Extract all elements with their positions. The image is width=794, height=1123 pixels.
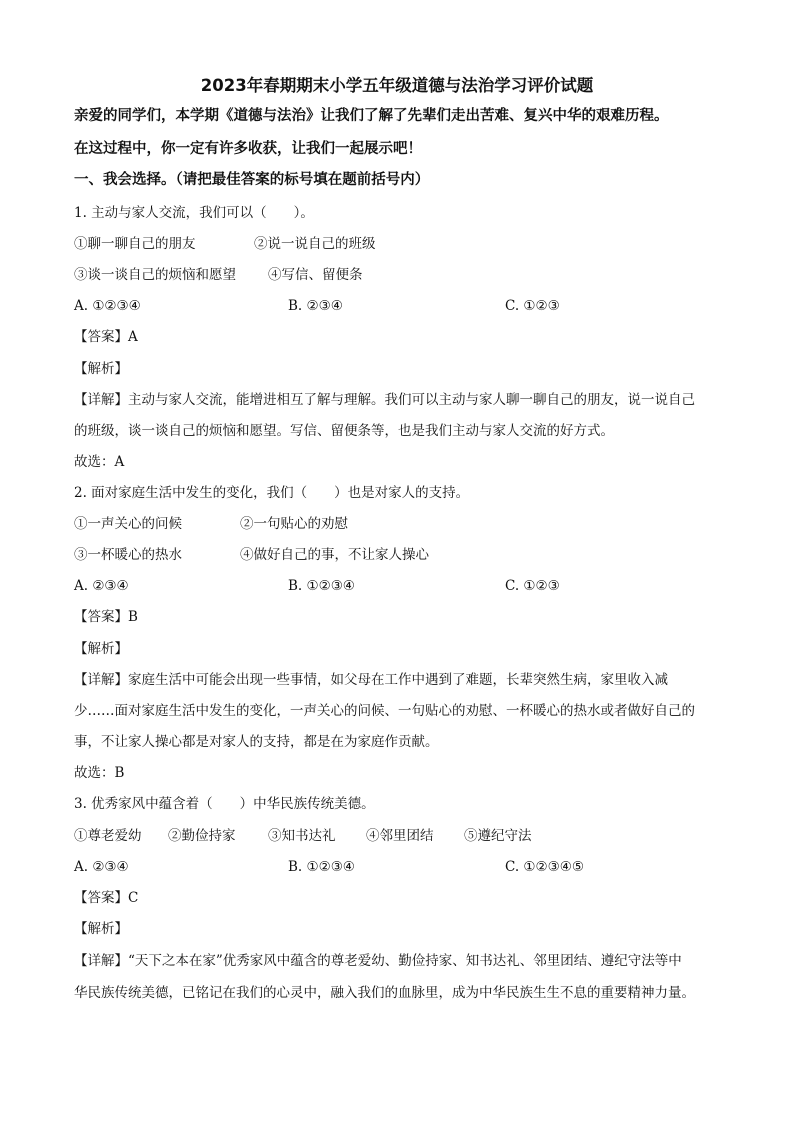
q2-option-3: ③一杯暖心的热水: [74, 547, 182, 563]
q1-option-2: ②说一说自己的班级: [254, 236, 376, 252]
q3-option-5: ⑤遵纪守法: [464, 828, 532, 844]
q1-option-1: ①聊一聊自己的朋友: [74, 236, 196, 252]
q3-detail-line-2: 华民族传统美德，已铭记在我们的心灵中，融入我们的血脉里，成为中华民族生生不息的重要精神力量。: [74, 985, 695, 1001]
q2-detail-line-1: 【详解】家庭生活中可能会出现一些事情，如父母在工作中遇到了难题，长辈突然生病，家里收入减: [74, 672, 668, 688]
q3-choice-b: B. ①②③④: [288, 859, 355, 875]
q1-option-3: ③谈一谈自己的烦恼和愿望: [74, 267, 236, 283]
q1-answer: 【答案】A: [74, 329, 138, 345]
intro-line-1: 亲爱的同学们，本学期《道德与法治》让我们了解了先辈们走出苦难、复兴中华的艰难历程。: [74, 108, 669, 124]
q3-analysis: 【解析】: [74, 921, 128, 937]
q1-analysis: 【解析】: [74, 361, 128, 377]
q1-detail-line-2: 的班级，谈一谈自己的烦恼和愿望。写信、留便条等，也是我们主动与家人交流的好方式。: [74, 423, 614, 439]
q1-choice-b: B. ②③④: [288, 298, 343, 314]
q3-stem: 3. 优秀家风中蕴含着（ ）中华民族传统美德。: [74, 796, 375, 812]
section-heading: 一、我会选择。（请把最佳答案的标号填在题前括号内）: [74, 172, 430, 188]
q2-option-1: ①一声关心的问候: [74, 516, 182, 532]
q2-pick: 故选：B: [74, 765, 125, 781]
q2-option-4: ④做好自己的事，不让家人操心: [240, 547, 429, 563]
q2-option-2: ②一句贴心的劝慰: [240, 516, 348, 532]
q2-answer: 【答案】B: [74, 609, 138, 625]
q2-analysis: 【解析】: [74, 641, 128, 657]
exam-title: 2023年春期期末小学五年级道德与法治学习评价试题: [200, 76, 594, 95]
q1-choice-c: C. ①②③: [505, 298, 560, 314]
q1-detail-line-1: 【详解】主动与家人交流，能增进相互了解与理解。我们可以主动与家人聊一聊自己的朋友，说一说自己: [74, 392, 695, 408]
q2-detail-line-3: 事，不让家人操心都是对家人的支持，都是在为家庭作贡献。: [74, 734, 439, 750]
q3-option-1: ①尊老爱幼: [74, 828, 142, 844]
q2-detail-line-2: 少……面对家庭生活中发生的变化，一声关心的问候、一句贴心的劝慰、一杯暖心的热水或者做好自己的: [74, 703, 695, 719]
q3-option-4: ④邻里团结: [366, 828, 434, 844]
intro-line-2: 在这过程中，你一定有许多收获，让我们一起展示吧！: [74, 141, 422, 157]
q2-stem: 2. 面对家庭生活中发生的变化，我们（ ）也是对家人的支持。: [74, 485, 470, 501]
q3-option-2: ②勤俭持家: [168, 828, 236, 844]
q3-choice-c: C. ①②③④⑤: [505, 859, 584, 875]
q2-choice-b: B. ①②③④: [288, 578, 355, 594]
q1-stem: 1. 主动与家人交流，我们可以（ ）。: [74, 205, 314, 221]
q3-option-3: ③知书达礼: [268, 828, 336, 844]
q1-choice-a: A. ①②③④: [74, 298, 141, 314]
q3-detail-line-1: 【详解】“天下之本在家”优秀家风中蕴含的尊老爱幼、勤俭持家、知书达礼、邻里团结、遵纪守法等中: [74, 953, 682, 969]
q2-choice-c: C. ①②③: [505, 578, 560, 594]
q1-option-4: ④写信、留便条: [268, 267, 363, 283]
q3-answer: 【答案】C: [74, 890, 139, 906]
q3-choice-a: A. ②③④: [74, 859, 129, 875]
q2-choice-a: A. ②③④: [74, 578, 129, 594]
q1-pick: 故选：A: [74, 454, 125, 470]
